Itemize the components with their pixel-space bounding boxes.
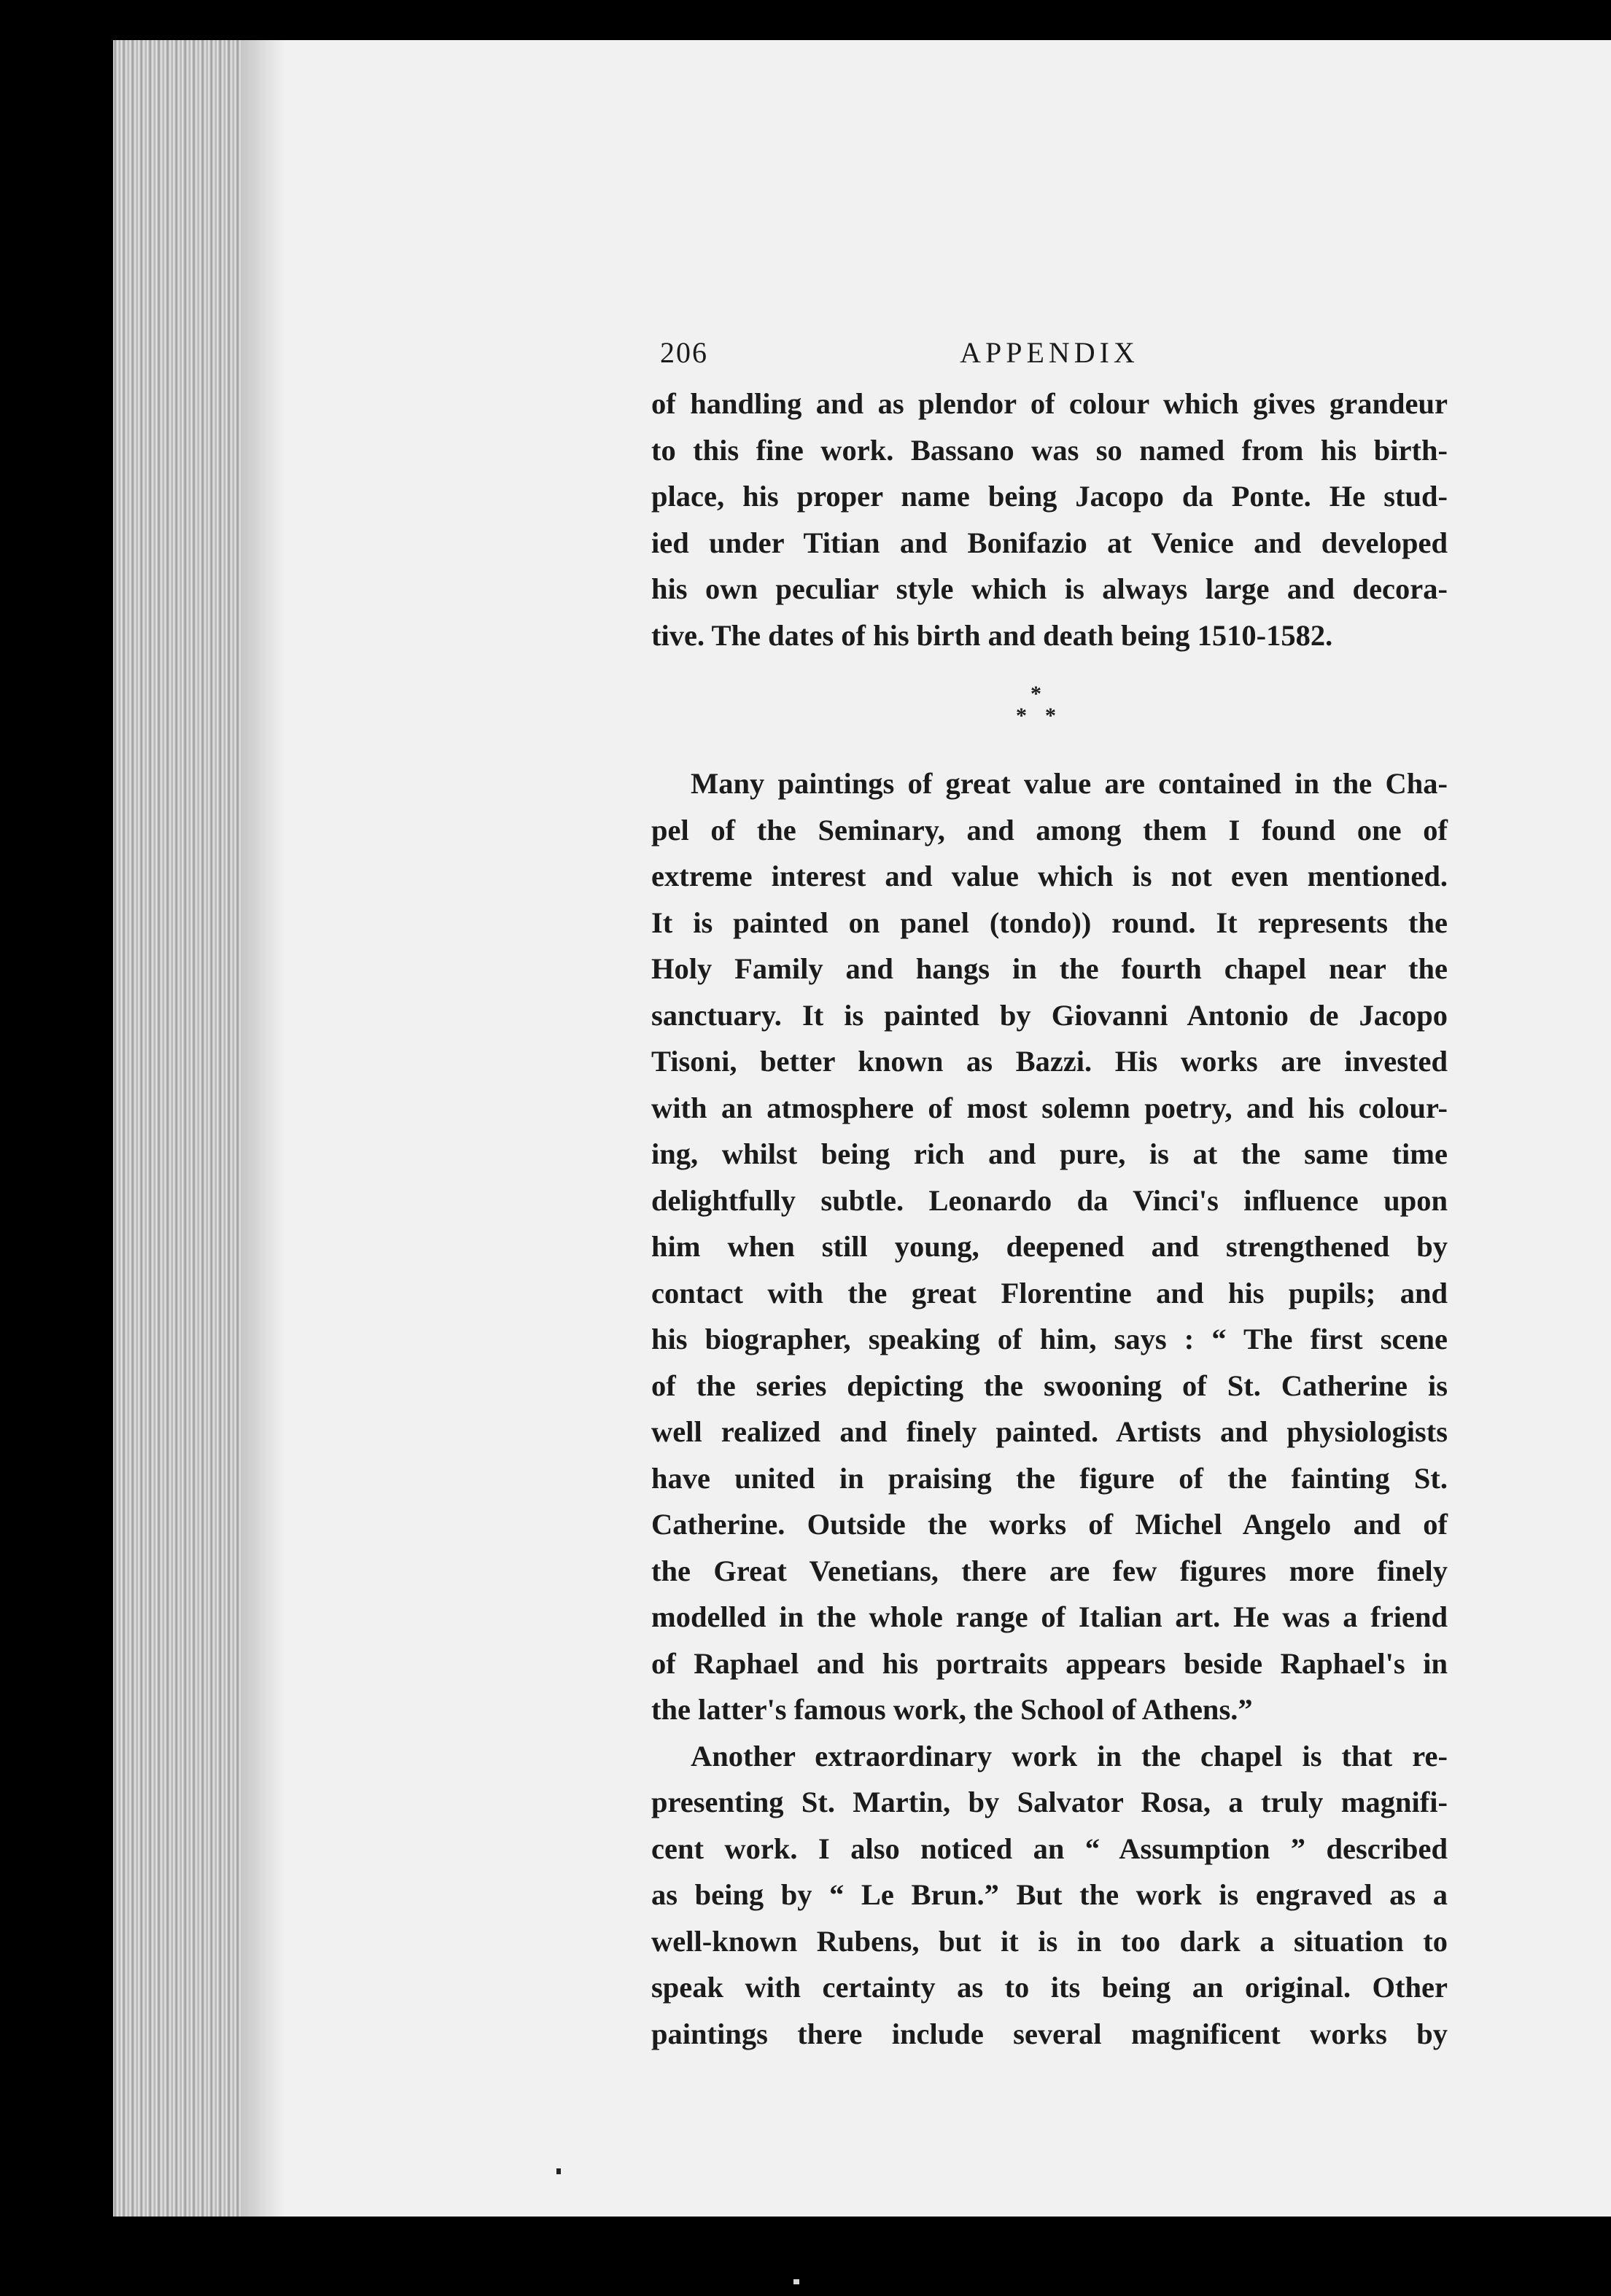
text-line: Holy Family and hangs in the fourth chapel near the: [651, 952, 1448, 985]
text-line: to this fine work. Bassano was so named from his birth-: [651, 433, 1448, 467]
text-line: the Great Venetians, there are few figures more finely: [651, 1554, 1448, 1587]
text-line: have united in praising the figure of the fainting St.: [651, 1461, 1448, 1495]
text-line: the latter's famous work, the School of Athens.”: [651, 1693, 1253, 1726]
text-line: with an atmosphere of most solemn poetry, and his colour-: [651, 1091, 1448, 1124]
running-head: [651, 330, 1448, 381]
text-line: presenting St. Martin, by Salvator Rosa, a truly magnifi-: [651, 1786, 1448, 1818]
text-line: paintings there include several magnificent works by: [651, 2017, 1448, 2050]
text-line: well realized and finely painted. Artists and physiologists: [651, 1415, 1448, 1448]
text-line: as being by “ Le Brun.” But the work is engraved as a: [651, 1878, 1448, 1911]
text-line: pel of the Seminary, and among them I found one of: [651, 813, 1448, 847]
text-line: modelled in the whole range of Italian art. He was a friend: [651, 1600, 1448, 1633]
text-line: of Raphael and his portraits appears beside Raphael's in: [651, 1646, 1448, 1680]
text-line: It is painted on panel (tondo)) round. It represents the: [651, 906, 1448, 939]
asterisk: *: [1030, 682, 1041, 706]
page-speck: [556, 2168, 561, 2174]
text-line: contact with the great Florentine and his pupils; and: [651, 1276, 1448, 1310]
text-line: him when still young, deepened and strengthened by: [651, 1230, 1448, 1263]
text-line: Catherine. Outside the works of Michel Angelo and of: [651, 1508, 1448, 1541]
text-line: cent work. I also noticed an “ Assumption ” described: [651, 1832, 1448, 1865]
asterisk: *: [1045, 704, 1056, 728]
text-line: of handling and as plendor of colour which gives grandeur: [651, 387, 1448, 420]
paragraph-1: [651, 381, 1448, 658]
text-line: well-known Rubens, but it is in too dark a situation to: [651, 1924, 1448, 1958]
gutter-shadow: [241, 40, 284, 2217]
text-line: speak with certainty as to its being an original. Other: [651, 1971, 1448, 2004]
text-line: sanctuary. It is painted by Giovanni Antonio de Jacopo: [651, 998, 1448, 1032]
text-line: ied under Titian and Bonifazio at Venice and developed: [651, 526, 1448, 559]
page-number: 206: [660, 336, 708, 369]
asterism-divider: [651, 666, 1448, 760]
text-line: delightfully subtle. Leonardo da Vinci's influence upon: [651, 1183, 1448, 1217]
asterisk: *: [1016, 704, 1027, 728]
text-line: extreme interest and value which is not even mentioned.: [651, 860, 1448, 892]
page-text-block: [651, 330, 1448, 2057]
paragraph-2: [651, 760, 1448, 1733]
running-title: APPENDIX: [960, 336, 1139, 369]
paragraph-3: [651, 1733, 1448, 2058]
text-line: his biographer, speaking of him, says : “ The first scene: [651, 1323, 1448, 1355]
scan-speck: [793, 2279, 799, 2284]
text-line: Another extraordinary work in the chapel is that re-: [691, 1739, 1448, 1772]
page-edge-stack: [113, 40, 244, 2217]
text-line: his own peculiar style which is always large and decora-: [651, 572, 1448, 605]
text-line: place, his proper name being Jacopo da Ponte. He stud-: [651, 480, 1448, 513]
text-line: tive. The dates of his birth and death being 1510-1582.: [651, 618, 1333, 652]
text-line: ing, whilst being rich and pure, is at the same time: [651, 1137, 1448, 1170]
text-line: Tisoni, better known as Bazzi. His works are invested: [651, 1045, 1448, 1078]
text-line: of the series depicting the swooning of St. Catherine is: [651, 1369, 1448, 1402]
text-line: Many paintings of great value are contained in the Cha-: [691, 767, 1448, 800]
